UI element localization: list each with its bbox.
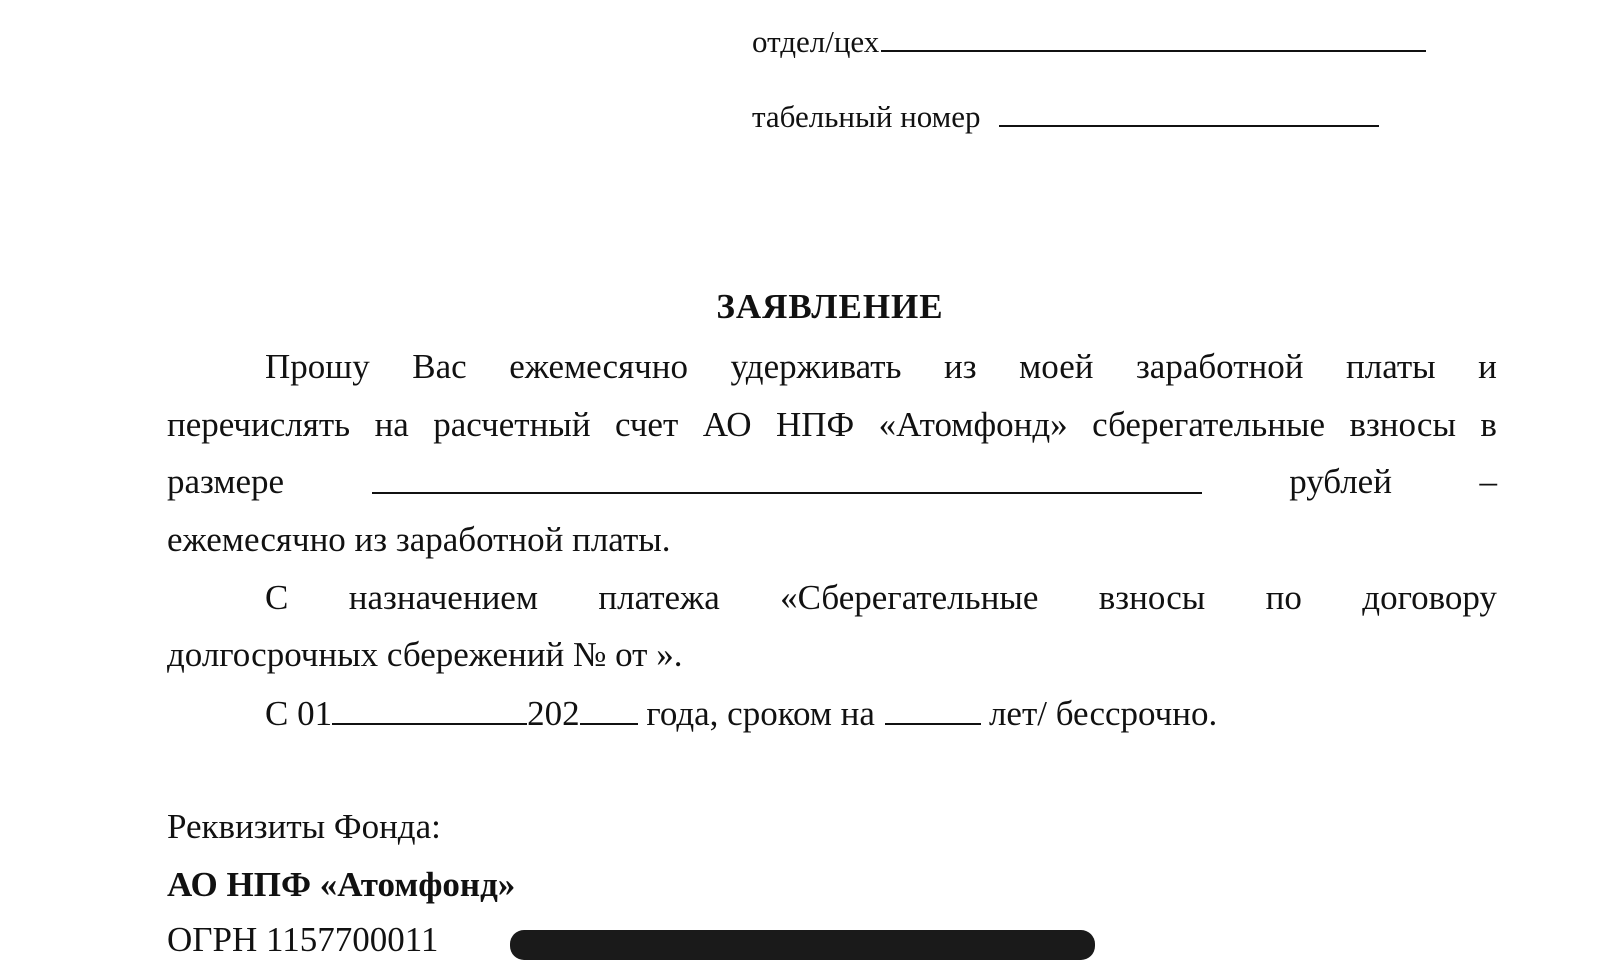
paragraph2-line2: долгосрочных сбережений № от ». <box>167 635 683 674</box>
department-label: отдел/цех <box>752 24 880 59</box>
word: НПФ <box>775 405 855 444</box>
year-blank-line <box>580 691 638 725</box>
word: расчетный <box>433 405 591 444</box>
term-suffix: лет/ бессрочно. <box>988 694 1218 733</box>
word: и <box>1478 347 1497 386</box>
word: ежемесячно <box>509 347 688 386</box>
word: «Атомфонд» <box>878 405 1068 444</box>
word: в <box>1480 405 1497 444</box>
ogrn-line: ОГРН 1157700011 <box>167 920 439 959</box>
word: взносы <box>1349 405 1456 444</box>
word: счет <box>614 405 679 444</box>
personnel-number-blank-line <box>999 95 1379 127</box>
word: сберегательные <box>1092 405 1326 444</box>
department-field <box>752 20 1426 60</box>
paragraph1-line1 <box>265 345 1497 389</box>
word: АО <box>702 405 752 444</box>
word: С <box>265 578 289 617</box>
amount-blank-line <box>372 460 1202 494</box>
term-label: года, сроком на <box>646 694 875 733</box>
word: назначением <box>348 578 538 617</box>
word: договору <box>1362 578 1497 617</box>
word: «Сберегательные <box>780 578 1039 617</box>
paragraph2-line1 <box>265 576 1497 620</box>
word: Прошу <box>265 347 370 386</box>
word: платы <box>1346 347 1436 386</box>
paragraph1-line2 <box>167 403 1497 447</box>
amount-label: размере <box>167 462 285 501</box>
word: по <box>1265 578 1302 617</box>
dash: – <box>1479 462 1497 501</box>
word: моей <box>1019 347 1094 386</box>
redaction-bar <box>510 930 1095 960</box>
fund-name: АО НПФ «Атомфонд» <box>167 865 516 904</box>
word: перечислять <box>167 405 351 444</box>
personnel-number-field <box>752 95 1379 135</box>
personnel-number-label: табельный номер <box>752 99 981 134</box>
term-blank-line <box>885 691 981 725</box>
department-blank-line <box>881 20 1426 52</box>
word: заработной <box>1135 347 1304 386</box>
year-prefix: 202 <box>527 694 580 733</box>
word: взносы <box>1098 578 1206 617</box>
month-blank-line <box>332 691 527 725</box>
paragraph1-line4: ежемесячно из заработной платы. <box>167 520 671 559</box>
word: из <box>944 347 977 386</box>
word: удерживать <box>730 347 902 386</box>
paragraph3-line1 <box>265 691 1217 735</box>
paragraph1-line3 <box>167 460 1497 504</box>
word: на <box>374 405 409 444</box>
document-title: ЗАЯВЛЕНИЕ <box>716 287 944 326</box>
currency-unit: рублей <box>1289 462 1392 501</box>
start-date-prefix: С 01 <box>265 694 333 733</box>
word: платежа <box>598 578 720 617</box>
word: Вас <box>412 347 467 386</box>
requisites-label: Реквизиты Фонда: <box>167 807 441 846</box>
